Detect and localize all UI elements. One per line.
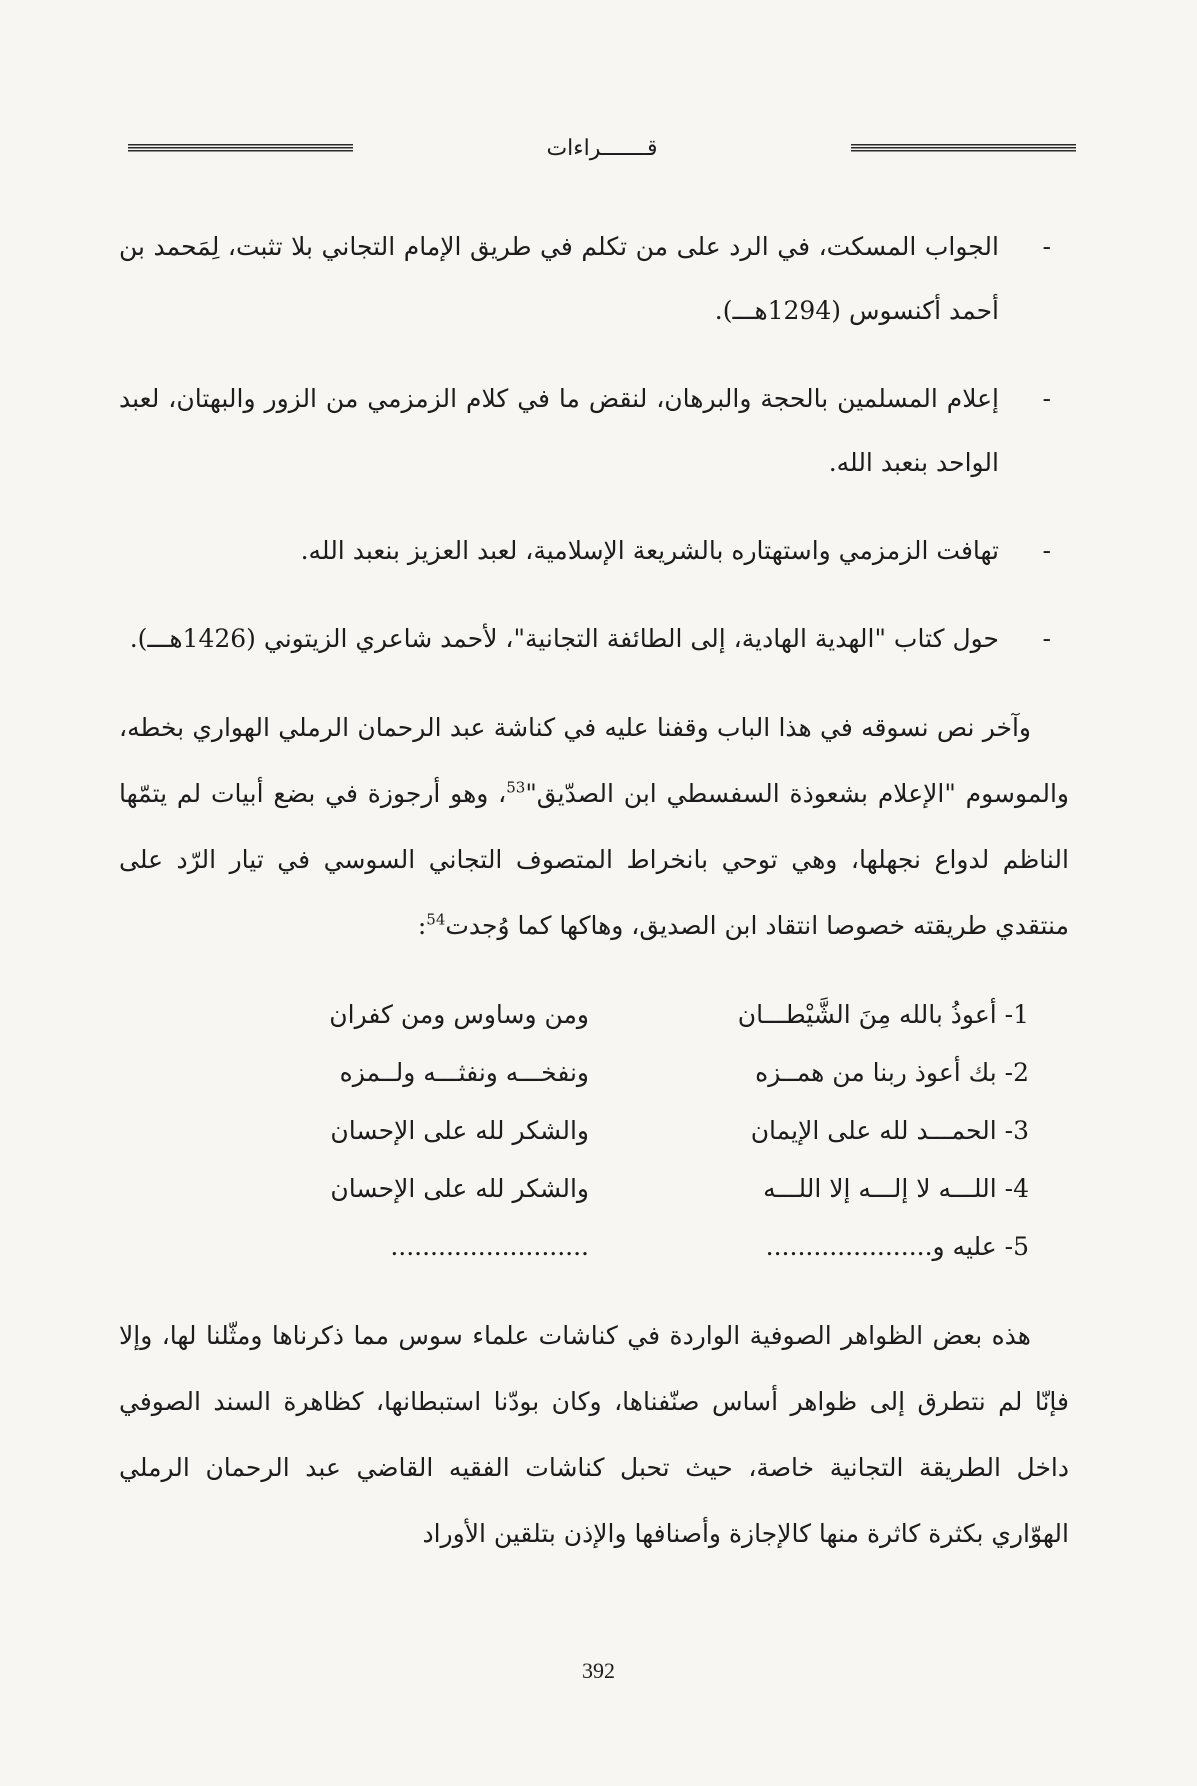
paragraph-text: وآخر نص نسوقه في هذا الباب وقفنا عليه في كناشة عبد الرحمان الرملي الهواري بخطه، والموسوم "الإعلام بشعوذة السفسطي ابن الصدّيق" (119, 713, 1070, 808)
poem-first-hemistich: 2- بك أعوذ ربنا من همــزه (755, 1057, 1029, 1087)
paragraph (119, 695, 1069, 959)
poem-first-hemistich: 3- الحمـــد لله على الإيمان (750, 1115, 1029, 1145)
poem-second-hemistich: ومن وساوس ومن كفران (329, 999, 589, 1029)
header-rule-right (851, 144, 1076, 153)
list-item (119, 215, 1069, 343)
page-content (119, 215, 1069, 1567)
header-rule-left (128, 144, 353, 153)
list-item-text: إعلام المسلمين بالحجة والبرهان، لنقض ما في كلام الزمزمي من الزور والبهتان، لعبد الواحد بنعبد الله. (119, 384, 999, 477)
poem-second-hemistich: ......................... (390, 1231, 589, 1261)
poem-first-hemistich: 4- اللـــه لا إلـــه إلا اللـــه (763, 1173, 1029, 1203)
list-item (119, 607, 1069, 671)
list-item-text: الجواب المسكت، في الرد على من تكلم في طريق الإمام التجاني بلا تثبت، لِمَحمد بن أحمد أكنسوس (1294هـــ). (119, 232, 999, 325)
poem-first-hemistich: 1- أعوذُ بالله مِنَ الشَّيْطـــان (737, 999, 1029, 1029)
list-item-text: حول كتاب "الهدية الهادية، إلى الطائفة التجانية"، لأحمد شاعري الزيتوني (1426هـــ). (129, 624, 999, 653)
page-number: 392 (582, 1658, 615, 1683)
poem-second-hemistich: والشكر لله على الإحسان (330, 1115, 589, 1145)
poem-verse (119, 1101, 1029, 1159)
paragraph: هذه بعض الظواهر الصوفية الواردة في كناشات علماء سوس مما ذكرناها ومثّلنا لها، وإلا فإنّا لم نتطرق إلى ظواهر أساس صنّفناها، وكان بودّنا استبطانها، كظاهرة السند الصوفي داخل الطريقة التجانية خاصة، حيث تحبل كناشات الفقيه القاضي عبد الرحمان الرملي الهوّاري بكثرة كاثرة منها كالإجازة وأصنافها والإذن بتلقين الأوراد (119, 1321, 1069, 1548)
paragraph-text: : (417, 911, 427, 940)
poem-verse (119, 1043, 1029, 1101)
poem-first-hemistich: 5- عليه و..................... (765, 1231, 1029, 1261)
paragraph-text: ، وهو أرجوزة في بضع أبيات لم يتمّها الناظم لدواع نجهلها، وهي توحي بانخراط المتصوف التجاني السوسي في تيار الرّد على منتقدي طريقته خصوصا انتقاد ابن الصديق، وهاكها كما وُجدت (119, 779, 1069, 940)
poem-verse (119, 985, 1029, 1043)
bullet-dash: - (1042, 624, 1051, 653)
header-title: قـــــــراءات (546, 135, 658, 161)
poem-verse (119, 1159, 1029, 1217)
footnote-ref[interactable]: 53 (506, 778, 526, 797)
poem-verse (119, 1217, 1029, 1275)
running-header (128, 128, 1076, 168)
poem-second-hemistich: والشكر لله على الإحسان (330, 1173, 589, 1203)
list-item-text: تهافت الزمزمي واستهتاره بالشريعة الإسلامية، لعبد العزيز بنعبد الله. (300, 536, 999, 565)
footnote-ref[interactable]: 54 (426, 910, 446, 929)
poem-second-hemistich: ونفخـــه ونفثـــه ولــمزه (339, 1057, 589, 1087)
list-item (119, 519, 1069, 583)
poem (119, 985, 1069, 1275)
bullet-dash: - (1042, 384, 1051, 413)
bullet-dash: - (1042, 536, 1051, 565)
bullet-dash: - (1042, 232, 1051, 261)
list-item (119, 367, 1069, 495)
